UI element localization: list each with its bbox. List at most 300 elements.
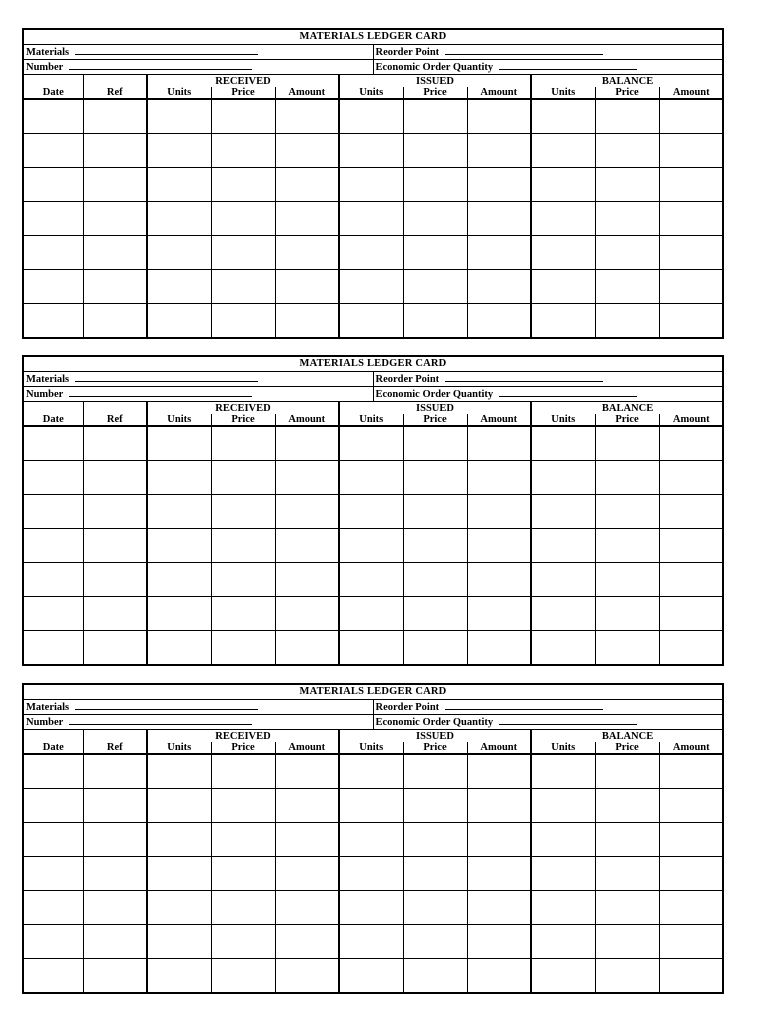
cell-ref[interactable] xyxy=(83,529,147,563)
cell-balance-price[interactable] xyxy=(595,789,659,823)
cell-received-price[interactable] xyxy=(211,99,275,134)
balance-amount-header: Amount xyxy=(659,742,723,754)
cell-balance-units[interactable] xyxy=(531,134,595,168)
cell-issued-price[interactable] xyxy=(403,236,467,270)
cell-issued-amount[interactable] xyxy=(467,925,531,959)
cell-ref[interactable] xyxy=(83,461,147,495)
cell-ref[interactable] xyxy=(83,857,147,891)
cell-issued-price[interactable] xyxy=(403,495,467,529)
cell-received-amount[interactable] xyxy=(275,236,339,270)
materials-field[interactable] xyxy=(24,372,373,387)
table-row xyxy=(24,925,723,959)
cell-ref[interactable] xyxy=(83,99,147,134)
cell-balance-units[interactable] xyxy=(531,461,595,495)
cell-date[interactable] xyxy=(24,959,83,993)
cell-ref[interactable] xyxy=(83,270,147,304)
cell-issued-units[interactable] xyxy=(339,789,403,823)
issued-price-header: Price xyxy=(403,414,467,426)
cell-received-units[interactable] xyxy=(147,925,211,959)
cell-issued-amount[interactable] xyxy=(467,823,531,857)
cell-received-amount[interactable] xyxy=(275,134,339,168)
cell-date[interactable] xyxy=(24,134,83,168)
cell-received-price[interactable] xyxy=(211,461,275,495)
cell-ref[interactable] xyxy=(83,426,147,461)
cell-issued-price[interactable] xyxy=(403,461,467,495)
cell-issued-price[interactable] xyxy=(403,270,467,304)
cell-received-units[interactable] xyxy=(147,495,211,529)
cell-balance-price[interactable] xyxy=(595,461,659,495)
number-blank[interactable] xyxy=(69,387,252,397)
cell-issued-units[interactable] xyxy=(339,202,403,236)
cell-issued-price[interactable] xyxy=(403,202,467,236)
cell-date[interactable] xyxy=(24,789,83,823)
cell-ref[interactable] xyxy=(83,236,147,270)
cell-balance-units[interactable] xyxy=(531,236,595,270)
balance-amount-header: Amount xyxy=(659,87,723,99)
cell-received-amount[interactable] xyxy=(275,597,339,631)
cell-received-price[interactable] xyxy=(211,202,275,236)
received-units-header: Units xyxy=(147,414,211,426)
cell-issued-price[interactable] xyxy=(403,789,467,823)
materials-field[interactable] xyxy=(24,700,373,715)
table-row xyxy=(24,168,723,202)
balance-price-header: Price xyxy=(595,87,659,99)
cell-issued-units[interactable] xyxy=(339,529,403,563)
cell-balance-price[interactable] xyxy=(595,857,659,891)
cell-date[interactable] xyxy=(24,597,83,631)
cell-received-price[interactable] xyxy=(211,495,275,529)
cell-balance-price[interactable] xyxy=(595,891,659,925)
reorder-point-field[interactable] xyxy=(373,700,722,715)
cell-balance-units[interactable] xyxy=(531,304,595,338)
cell-issued-units[interactable] xyxy=(339,168,403,202)
cell-balance-units[interactable] xyxy=(531,168,595,202)
cell-received-amount[interactable] xyxy=(275,426,339,461)
cell-received-price[interactable] xyxy=(211,270,275,304)
materials-blank[interactable] xyxy=(75,372,258,382)
cell-issued-price[interactable] xyxy=(403,304,467,338)
cell-received-amount[interactable] xyxy=(275,789,339,823)
received-price-header: Price xyxy=(211,414,275,426)
cell-issued-price[interactable] xyxy=(403,754,467,789)
cell-issued-price[interactable] xyxy=(403,891,467,925)
materials-label: Materials xyxy=(26,47,70,58)
cell-balance-price[interactable] xyxy=(595,925,659,959)
balance-units-header: Units xyxy=(531,742,595,754)
cell-balance-amount[interactable] xyxy=(659,823,723,857)
number-blank[interactable] xyxy=(69,60,252,70)
cell-issued-price[interactable] xyxy=(403,563,467,597)
cell-received-price[interactable] xyxy=(211,426,275,461)
cell-received-units[interactable] xyxy=(147,631,211,665)
cell-issued-amount[interactable] xyxy=(467,891,531,925)
cell-ref[interactable] xyxy=(83,925,147,959)
eoq-blank[interactable] xyxy=(499,60,637,70)
cell-received-units[interactable] xyxy=(147,529,211,563)
ref-header-top xyxy=(83,75,147,87)
cell-balance-price[interactable] xyxy=(595,529,659,563)
cell-date[interactable] xyxy=(24,304,83,338)
cell-issued-units[interactable] xyxy=(339,236,403,270)
cell-issued-price[interactable] xyxy=(403,857,467,891)
cell-balance-units[interactable] xyxy=(531,891,595,925)
cell-issued-amount[interactable] xyxy=(467,99,531,134)
cell-issued-price[interactable] xyxy=(403,426,467,461)
cell-received-price[interactable] xyxy=(211,597,275,631)
cell-received-price[interactable] xyxy=(211,925,275,959)
cell-balance-amount[interactable] xyxy=(659,631,723,665)
cell-balance-price[interactable] xyxy=(595,270,659,304)
issued-units-header: Units xyxy=(339,742,403,754)
received-group-header: RECEIVED xyxy=(147,402,339,414)
cell-received-amount[interactable] xyxy=(275,168,339,202)
cell-balance-amount[interactable] xyxy=(659,563,723,597)
received-units-header: Units xyxy=(147,742,211,754)
cell-received-amount[interactable] xyxy=(275,891,339,925)
table-row xyxy=(24,959,723,993)
cell-ref[interactable] xyxy=(83,168,147,202)
cell-balance-price[interactable] xyxy=(595,563,659,597)
cell-issued-units[interactable] xyxy=(339,563,403,597)
cell-issued-amount[interactable] xyxy=(467,270,531,304)
received-amount-header: Amount xyxy=(275,414,339,426)
cell-balance-amount[interactable] xyxy=(659,134,723,168)
table-row xyxy=(24,823,723,857)
reorder-point-blank[interactable] xyxy=(445,372,603,382)
cell-date[interactable] xyxy=(24,631,83,665)
issued-amount-header: Amount xyxy=(467,414,531,426)
cell-received-price[interactable] xyxy=(211,959,275,993)
reorder-point-label: Reorder Point xyxy=(375,374,440,385)
cell-balance-units[interactable] xyxy=(531,857,595,891)
cell-issued-price[interactable] xyxy=(403,529,467,563)
cell-balance-price[interactable] xyxy=(595,168,659,202)
cell-received-price[interactable] xyxy=(211,857,275,891)
reorder-point-field[interactable] xyxy=(373,45,722,60)
eoq-blank[interactable] xyxy=(499,387,637,397)
balance-group-header: BALANCE xyxy=(531,730,723,742)
table-row xyxy=(24,597,723,631)
cell-issued-amount[interactable] xyxy=(467,495,531,529)
cell-balance-units[interactable] xyxy=(531,563,595,597)
cell-ref[interactable] xyxy=(83,754,147,789)
cell-received-price[interactable] xyxy=(211,754,275,789)
cell-issued-price[interactable] xyxy=(403,597,467,631)
cell-balance-amount[interactable] xyxy=(659,168,723,202)
cell-issued-price[interactable] xyxy=(403,823,467,857)
cell-balance-amount[interactable] xyxy=(659,857,723,891)
cell-balance-amount[interactable] xyxy=(659,202,723,236)
table-row xyxy=(24,202,723,236)
cell-date[interactable] xyxy=(24,461,83,495)
cell-received-amount[interactable] xyxy=(275,857,339,891)
cell-balance-amount[interactable] xyxy=(659,891,723,925)
cell-received-units[interactable] xyxy=(147,563,211,597)
cell-balance-price[interactable] xyxy=(595,495,659,529)
cell-issued-units[interactable] xyxy=(339,426,403,461)
cell-issued-units[interactable] xyxy=(339,823,403,857)
materials-blank[interactable] xyxy=(75,45,258,55)
cell-date[interactable] xyxy=(24,754,83,789)
cell-balance-units[interactable] xyxy=(531,823,595,857)
cell-date[interactable] xyxy=(24,857,83,891)
table-row xyxy=(24,495,723,529)
cell-received-amount[interactable] xyxy=(275,631,339,665)
cell-issued-amount[interactable] xyxy=(467,236,531,270)
ledger-card xyxy=(22,683,724,994)
cell-received-price[interactable] xyxy=(211,789,275,823)
cell-ref[interactable] xyxy=(83,134,147,168)
cell-ref[interactable] xyxy=(83,823,147,857)
cell-received-price[interactable] xyxy=(211,168,275,202)
cell-balance-amount[interactable] xyxy=(659,529,723,563)
cell-balance-amount[interactable] xyxy=(659,597,723,631)
eoq-blank[interactable] xyxy=(499,715,637,725)
cell-balance-amount[interactable] xyxy=(659,270,723,304)
cell-received-price[interactable] xyxy=(211,304,275,338)
cell-date[interactable] xyxy=(24,563,83,597)
cell-issued-amount[interactable] xyxy=(467,631,531,665)
table-row xyxy=(24,426,723,461)
cell-date[interactable] xyxy=(24,168,83,202)
cell-received-amount[interactable] xyxy=(275,495,339,529)
cell-issued-units[interactable] xyxy=(339,495,403,529)
cell-ref[interactable] xyxy=(83,631,147,665)
cell-balance-amount[interactable] xyxy=(659,925,723,959)
cell-received-amount[interactable] xyxy=(275,270,339,304)
cell-balance-price[interactable] xyxy=(595,426,659,461)
cell-issued-amount[interactable] xyxy=(467,304,531,338)
cell-ref[interactable] xyxy=(83,891,147,925)
cell-issued-amount[interactable] xyxy=(467,461,531,495)
cell-issued-amount[interactable] xyxy=(467,563,531,597)
cell-issued-units[interactable] xyxy=(339,631,403,665)
cell-ref[interactable] xyxy=(83,202,147,236)
cell-balance-units[interactable] xyxy=(531,495,595,529)
cell-balance-units[interactable] xyxy=(531,426,595,461)
cell-issued-units[interactable] xyxy=(339,891,403,925)
cell-received-units[interactable] xyxy=(147,426,211,461)
issued-price-header: Price xyxy=(403,742,467,754)
cell-received-price[interactable] xyxy=(211,529,275,563)
cell-balance-amount[interactable] xyxy=(659,236,723,270)
cell-issued-units[interactable] xyxy=(339,959,403,993)
cell-received-units[interactable] xyxy=(147,202,211,236)
cell-balance-price[interactable] xyxy=(595,631,659,665)
table-row xyxy=(24,529,723,563)
issued-units-header: Units xyxy=(339,414,403,426)
cell-received-amount[interactable] xyxy=(275,99,339,134)
issued-units-header: Units xyxy=(339,87,403,99)
table-row xyxy=(24,789,723,823)
ledger-card xyxy=(22,355,724,666)
cell-date[interactable] xyxy=(24,925,83,959)
cell-balance-units[interactable] xyxy=(531,631,595,665)
cell-balance-amount[interactable] xyxy=(659,426,723,461)
cell-issued-amount[interactable] xyxy=(467,168,531,202)
cell-received-price[interactable] xyxy=(211,563,275,597)
cell-date[interactable] xyxy=(24,495,83,529)
cell-date[interactable] xyxy=(24,236,83,270)
eoq-field[interactable] xyxy=(373,60,722,75)
issued-group-header: ISSUED xyxy=(339,730,531,742)
cell-received-units[interactable] xyxy=(147,304,211,338)
cell-balance-price[interactable] xyxy=(595,99,659,134)
cell-issued-amount[interactable] xyxy=(467,754,531,789)
reorder-point-blank[interactable] xyxy=(445,45,603,55)
date-header-top xyxy=(24,75,83,87)
cell-balance-price[interactable] xyxy=(595,202,659,236)
cell-issued-price[interactable] xyxy=(403,99,467,134)
cell-date[interactable] xyxy=(24,202,83,236)
number-field[interactable] xyxy=(24,60,373,75)
cell-balance-units[interactable] xyxy=(531,529,595,563)
number-field[interactable] xyxy=(24,715,373,730)
cell-ref[interactable] xyxy=(83,789,147,823)
cell-received-amount[interactable] xyxy=(275,529,339,563)
cell-balance-price[interactable] xyxy=(595,597,659,631)
cell-balance-units[interactable] xyxy=(531,789,595,823)
cell-balance-units[interactable] xyxy=(531,597,595,631)
cell-balance-amount[interactable] xyxy=(659,495,723,529)
cell-date[interactable] xyxy=(24,270,83,304)
issued-amount-header: Amount xyxy=(467,742,531,754)
cell-date[interactable] xyxy=(24,891,83,925)
cell-issued-units[interactable] xyxy=(339,99,403,134)
cell-ref[interactable] xyxy=(83,495,147,529)
cell-balance-amount[interactable] xyxy=(659,754,723,789)
table-row xyxy=(24,857,723,891)
cell-received-price[interactable] xyxy=(211,631,275,665)
cell-ref[interactable] xyxy=(83,959,147,993)
reorder-point-blank[interactable] xyxy=(445,700,603,710)
cell-date[interactable] xyxy=(24,426,83,461)
cell-received-price[interactable] xyxy=(211,236,275,270)
cell-received-amount[interactable] xyxy=(275,754,339,789)
cell-received-amount[interactable] xyxy=(275,823,339,857)
cell-received-units[interactable] xyxy=(147,461,211,495)
cell-issued-units[interactable] xyxy=(339,304,403,338)
cell-received-amount[interactable] xyxy=(275,563,339,597)
cell-balance-amount[interactable] xyxy=(659,789,723,823)
eoq-field[interactable] xyxy=(373,387,722,402)
cell-received-units[interactable] xyxy=(147,891,211,925)
cell-issued-units[interactable] xyxy=(339,597,403,631)
cell-received-units[interactable] xyxy=(147,99,211,134)
eoq-label: Economic Order Quantity xyxy=(375,389,494,400)
cell-issued-price[interactable] xyxy=(403,168,467,202)
cell-received-units[interactable] xyxy=(147,168,211,202)
cell-issued-units[interactable] xyxy=(339,461,403,495)
cell-balance-amount[interactable] xyxy=(659,959,723,993)
cell-issued-units[interactable] xyxy=(339,134,403,168)
reorder-point-field[interactable] xyxy=(373,372,722,387)
materials-blank[interactable] xyxy=(75,700,258,710)
cell-date[interactable] xyxy=(24,529,83,563)
cell-issued-units[interactable] xyxy=(339,754,403,789)
cell-received-amount[interactable] xyxy=(275,461,339,495)
number-label: Number xyxy=(26,62,64,73)
cell-issued-amount[interactable] xyxy=(467,789,531,823)
cell-balance-price[interactable] xyxy=(595,236,659,270)
cell-issued-amount[interactable] xyxy=(467,597,531,631)
cell-received-price[interactable] xyxy=(211,823,275,857)
cell-received-amount[interactable] xyxy=(275,959,339,993)
eoq-field[interactable] xyxy=(373,715,722,730)
cell-balance-units[interactable] xyxy=(531,959,595,993)
cell-balance-amount[interactable] xyxy=(659,304,723,338)
cell-received-units[interactable] xyxy=(147,270,211,304)
cell-balance-price[interactable] xyxy=(595,823,659,857)
cell-balance-amount[interactable] xyxy=(659,461,723,495)
cell-received-amount[interactable] xyxy=(275,304,339,338)
cell-balance-units[interactable] xyxy=(531,754,595,789)
cell-balance-price[interactable] xyxy=(595,959,659,993)
number-label: Number xyxy=(26,389,64,400)
balance-group-header: BALANCE xyxy=(531,75,723,87)
cell-issued-amount[interactable] xyxy=(467,529,531,563)
cell-received-units[interactable] xyxy=(147,823,211,857)
cell-balance-price[interactable] xyxy=(595,754,659,789)
cell-balance-units[interactable] xyxy=(531,925,595,959)
cell-issued-price[interactable] xyxy=(403,631,467,665)
number-blank[interactable] xyxy=(69,715,252,725)
cell-issued-price[interactable] xyxy=(403,134,467,168)
cell-issued-price[interactable] xyxy=(403,959,467,993)
cell-received-units[interactable] xyxy=(147,134,211,168)
cell-issued-amount[interactable] xyxy=(467,959,531,993)
cell-balance-units[interactable] xyxy=(531,202,595,236)
cell-issued-units[interactable] xyxy=(339,857,403,891)
cell-balance-price[interactable] xyxy=(595,134,659,168)
cell-balance-units[interactable] xyxy=(531,99,595,134)
cell-received-units[interactable] xyxy=(147,236,211,270)
cell-received-price[interactable] xyxy=(211,891,275,925)
materials-field[interactable] xyxy=(24,45,373,60)
cell-ref[interactable] xyxy=(83,563,147,597)
cell-issued-amount[interactable] xyxy=(467,134,531,168)
cell-issued-units[interactable] xyxy=(339,925,403,959)
cell-received-amount[interactable] xyxy=(275,925,339,959)
cell-received-price[interactable] xyxy=(211,134,275,168)
cell-balance-price[interactable] xyxy=(595,304,659,338)
balance-price-header: Price xyxy=(595,414,659,426)
cell-date[interactable] xyxy=(24,99,83,134)
cell-ref[interactable] xyxy=(83,597,147,631)
cell-received-units[interactable] xyxy=(147,857,211,891)
cell-received-units[interactable] xyxy=(147,959,211,993)
cell-ref[interactable] xyxy=(83,304,147,338)
cell-issued-units[interactable] xyxy=(339,270,403,304)
cell-received-units[interactable] xyxy=(147,754,211,789)
number-field[interactable] xyxy=(24,387,373,402)
cell-balance-amount[interactable] xyxy=(659,99,723,134)
received-group-header: RECEIVED xyxy=(147,75,339,87)
cell-date[interactable] xyxy=(24,823,83,857)
eoq-label: Economic Order Quantity xyxy=(375,717,494,728)
card-title: MATERIALS LEDGER CARD xyxy=(24,30,722,45)
cell-received-amount[interactable] xyxy=(275,202,339,236)
cell-received-units[interactable] xyxy=(147,789,211,823)
cell-issued-amount[interactable] xyxy=(467,426,531,461)
cell-received-units[interactable] xyxy=(147,597,211,631)
cell-issued-amount[interactable] xyxy=(467,202,531,236)
cell-balance-units[interactable] xyxy=(531,270,595,304)
ref-header: Ref xyxy=(83,87,147,99)
cell-issued-amount[interactable] xyxy=(467,857,531,891)
table-row xyxy=(24,461,723,495)
cell-issued-price[interactable] xyxy=(403,925,467,959)
